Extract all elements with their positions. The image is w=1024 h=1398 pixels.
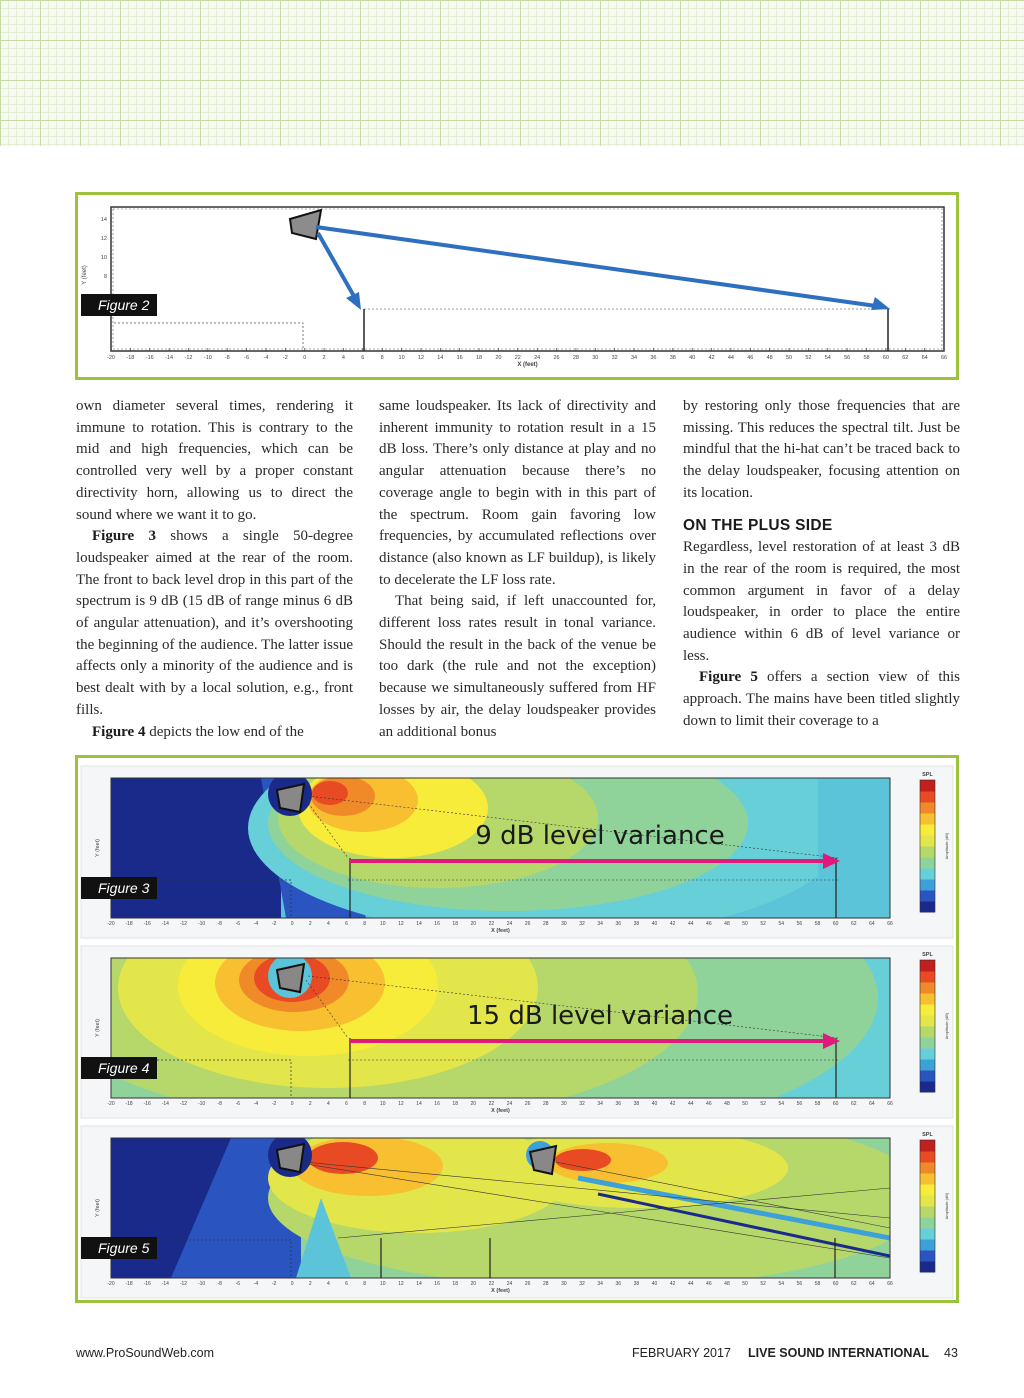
legend-swatch — [920, 780, 935, 792]
legend-swatch — [920, 813, 935, 825]
y-axis-label: Y (feet) — [95, 839, 101, 857]
y-axis-label: Y (feet) — [82, 265, 88, 285]
x-tick-label: 40 — [689, 355, 696, 361]
x-tick-label: 4 — [327, 1281, 330, 1287]
x-tick-label: -14 — [165, 355, 174, 361]
x-tick-label: 48 — [766, 355, 773, 361]
column-2-paragraph-2: That being said, if left unaccounted for, different loss rates result in tonal variance. Should the result in the back of the venue be too dark (the rule and not the exception) because we simultaneously suffered from HF losses by air, the delay loudspeaker provides an additional bonus — [379, 593, 656, 740]
x-tick-label: 44 — [687, 1281, 694, 1287]
x-tick-label: 16 — [434, 1101, 440, 1107]
y-axis-label: Y (feet) — [95, 1019, 101, 1037]
text-column-1 — [76, 396, 353, 743]
legend-swatch — [920, 1070, 935, 1082]
x-tick-label: 24 — [506, 1281, 513, 1287]
legend-swatch — [920, 1004, 935, 1016]
figure-3-label: Figure 3 — [81, 877, 157, 899]
figures-3-4-5-panel — [75, 755, 959, 1303]
x-tick-label: 12 — [398, 1281, 404, 1287]
legend-swatch — [920, 1184, 935, 1196]
x-tick-label: 36 — [615, 1281, 622, 1287]
speaker-icon — [277, 1144, 304, 1172]
x-tick-label: 50 — [785, 355, 793, 361]
x-tick-label: 20 — [470, 921, 477, 927]
x-tick-label: -6 — [235, 921, 241, 927]
legend-swatch — [920, 1140, 935, 1152]
column-1-paragraph-3 — [76, 722, 353, 744]
legend-swatch — [920, 1206, 935, 1218]
x-tick-label: 22 — [488, 1281, 495, 1287]
band-7 — [312, 781, 348, 805]
text-column-3 — [683, 396, 960, 733]
x-tick-label: 60 — [882, 355, 889, 361]
column-3-paragraph-1: by restoring only those frequencies that are missing. This reduces the spectral tilt. Just be mindful that the hi-hat can’t be traced back to the delay loudspeaker, focusing attention on its location. — [683, 398, 960, 501]
x-tick-label: -12 — [179, 1281, 188, 1287]
x-tick-label: 64 — [869, 1281, 875, 1287]
x-tick-label: 8 — [363, 921, 367, 927]
delay-speaker-icon — [530, 1146, 556, 1174]
x-tick-label: 24 — [506, 1101, 513, 1107]
column-1-paragraph-2-text: shows a single 50-degree loudspeaker aimed at the rear of the room. The front to back level drop in this part of the spectrum is 9 dB (15 dB of range minus 6 dB of angular attenuation), and it’s overshooting the beginning of the audience. The latter issue affects only a minority of the audience and is best dealt with by a local solution, e.g., front fills. — [76, 528, 353, 718]
x-tick-label: 6 — [345, 1101, 348, 1107]
footer-date: FEBRUARY 2017 — [632, 1346, 731, 1360]
x-tick-label: 38 — [633, 921, 640, 927]
x-tick-label: 40 — [651, 1281, 658, 1287]
legend-swatch — [920, 1048, 935, 1060]
x-tick-label: 38 — [669, 355, 676, 361]
x-axis-label: X (feet) — [491, 1108, 510, 1114]
x-tick-label: 66 — [887, 921, 893, 927]
legend-swatch — [920, 868, 935, 880]
x-tick-label: 0 — [290, 1281, 294, 1287]
legend-swatch — [920, 1151, 935, 1163]
x-tick-label: -8 — [217, 1281, 222, 1287]
x-tick-label: -6 — [235, 1281, 241, 1287]
x-tick-label: -18 — [125, 921, 133, 927]
x-tick-label: 56 — [796, 1281, 803, 1287]
x-tick-label: 30 — [561, 1281, 567, 1287]
x-tick-label: 58 — [814, 1281, 821, 1287]
x-tick-label: 64 — [869, 1101, 875, 1107]
x-tick-label: 40 — [651, 1101, 658, 1107]
heatmap-figures — [78, 758, 956, 1300]
x-tick-label: -12 — [179, 1101, 188, 1107]
x-tick-label: 30 — [561, 921, 567, 927]
y-axis-label: Y (feet) — [95, 1199, 101, 1217]
x-tick-label: 48 — [724, 1281, 730, 1287]
x-tick-label: 40 — [651, 921, 658, 927]
x-tick-label: 26 — [553, 355, 560, 361]
legend-swatch — [920, 824, 935, 836]
footer-magazine — [748, 1346, 929, 1360]
x-tick-label: 44 — [727, 355, 734, 361]
x-tick-label: 48 — [724, 921, 730, 927]
x-tick-label: 8 — [363, 1281, 367, 1287]
x-tick-label: 28 — [543, 921, 549, 927]
x-tick-label: 10 — [379, 1101, 386, 1107]
legend-swatch — [920, 879, 935, 891]
x-tick-label: 62 — [850, 921, 857, 927]
x-tick-label: -10 — [197, 921, 206, 927]
x-tick-label: 20 — [470, 1101, 477, 1107]
x-tick-label: -10 — [197, 1101, 206, 1107]
x-tick-label: 60 — [832, 1101, 839, 1107]
x-tick-label: -8 — [217, 921, 222, 927]
x-tick-label: 6 — [345, 1281, 348, 1287]
x-tick-label: -2 — [271, 1101, 277, 1107]
x-tick-label: 32 — [611, 355, 618, 361]
x-tick-label: 24 — [534, 355, 541, 361]
x-tick-label: 42 — [669, 1281, 676, 1287]
legend-swatch — [920, 1059, 935, 1071]
legend-swatch — [920, 1173, 935, 1185]
x-tick-label: 32 — [579, 1101, 585, 1107]
x-tick-label: 30 — [561, 1101, 567, 1107]
x-tick-label: -4 — [253, 1281, 259, 1287]
figure-4-label: Figure 4 — [81, 1057, 157, 1079]
x-tick-label: 28 — [543, 1281, 549, 1287]
x-tick-label: 10 — [398, 355, 405, 361]
x-tick-label: 4 — [341, 355, 345, 361]
x-tick-label: 34 — [630, 355, 638, 361]
legend-swatch — [920, 890, 935, 902]
x-tick-label: 38 — [633, 1281, 640, 1287]
legend-title: SPL — [922, 1132, 933, 1138]
x-tick-label: 62 — [902, 355, 909, 361]
x-tick-label: 26 — [524, 921, 531, 927]
x-tick-label: 62 — [850, 1101, 857, 1107]
x-tick-label: 18 — [452, 921, 458, 927]
x-tick-label: 58 — [863, 355, 870, 361]
figure-5-reference: Figure 5 — [699, 669, 758, 686]
legend-swatch — [920, 835, 935, 847]
y-tick-label: 14 — [100, 217, 107, 223]
x-tick-label: -20 — [107, 1101, 115, 1107]
x-tick-label: -8 — [224, 355, 230, 361]
legend-swatch — [920, 857, 935, 869]
y-tick-label: 8 — [103, 274, 107, 280]
x-tick-label: 26 — [524, 1101, 531, 1107]
x-tick-label: 28 — [572, 355, 579, 361]
figure-2-frame — [111, 207, 944, 351]
x-tick-label: 44 — [687, 1101, 694, 1107]
legend-swatch — [920, 982, 935, 994]
x-tick-label: 12 — [417, 355, 425, 361]
x-tick-label: 46 — [706, 1101, 712, 1107]
x-tick-label: 58 — [814, 921, 821, 927]
column-1-paragraph-1: own diameter several times, rendering it immune to rotation. This is contrary to the mid and high frequencies, which can be controlled very well by a proper constant directivity horn, allowing us to direct the sound where we want it to go. — [76, 398, 353, 523]
x-tick-label: 2 — [308, 1281, 312, 1287]
footer-website: www.ProSoundWeb.com — [76, 1346, 215, 1360]
x-tick-label: -12 — [184, 355, 193, 361]
x-tick-label: 34 — [597, 1281, 603, 1287]
x-tick-label: 14 — [416, 1101, 422, 1107]
legend-swatch — [920, 1026, 935, 1038]
x-tick-label: 66 — [940, 355, 948, 361]
legend-swatch — [920, 1195, 935, 1207]
figure-2-label: Figure 2 — [81, 294, 157, 316]
x-tick-label: -16 — [145, 355, 154, 361]
x-tick-label: -2 — [271, 1281, 277, 1287]
x-tick-label: -10 — [197, 1281, 206, 1287]
x-tick-label: -6 — [235, 1101, 241, 1107]
speaker-icon — [277, 964, 304, 992]
x-tick-label: 38 — [633, 1101, 640, 1107]
x-tick-label: 44 — [687, 921, 694, 927]
x-tick-label: 32 — [579, 1281, 585, 1287]
x-tick-label: 46 — [706, 1281, 712, 1287]
x-tick-label: -6 — [244, 355, 250, 361]
legend-swatch — [920, 802, 935, 814]
x-tick-label: -18 — [126, 355, 135, 361]
x-tick-label: 32 — [579, 921, 585, 927]
x-tick-label: 54 — [778, 1101, 785, 1107]
speaker-icon — [277, 784, 304, 812]
footer-page-number: 43 — [944, 1346, 958, 1360]
x-tick-label: 56 — [796, 1101, 803, 1107]
x-tick-label: 0 — [290, 1101, 294, 1107]
x-tick-label: 10 — [379, 1281, 386, 1287]
x-tick-label: 2 — [308, 1101, 312, 1107]
x-tick-label: 16 — [434, 921, 440, 927]
legend-title: SPL — [922, 952, 933, 958]
heatmap-panel-5 — [81, 1108, 953, 1298]
x-tick-label: 8 — [380, 355, 384, 361]
x-tick-label: 50 — [742, 1281, 748, 1287]
legend-swatch — [920, 1228, 935, 1240]
x-tick-label: 24 — [506, 921, 513, 927]
x-tick-label: 20 — [495, 355, 502, 361]
x-tick-label: 0 — [290, 921, 294, 927]
x-tick-label: 20 — [470, 1281, 477, 1287]
x-tick-label: 16 — [434, 1281, 440, 1287]
x-tick-label: 54 — [824, 355, 831, 361]
x-tick-label: 6 — [361, 355, 365, 361]
x-tick-label: 42 — [708, 355, 715, 361]
x-tick-label: 18 — [452, 1101, 458, 1107]
x-tick-label: 12 — [398, 921, 404, 927]
x-tick-label: 58 — [814, 1101, 821, 1107]
x-tick-label: 36 — [615, 921, 622, 927]
x-tick-label: 64 — [869, 921, 875, 927]
x-tick-label: -18 — [125, 1101, 133, 1107]
x-tick-label: 4 — [327, 921, 330, 927]
x-tick-label: 14 — [416, 1281, 422, 1287]
column-2-paragraph-1: same loudspeaker. Its lack of directivity and inherent immunity to rotation result in a 15 dB loss. There’s only distance at play and no angular attenuation because there’s no coverage angle to begin with in this part of the spectrum. Room gain favoring low frequencies, by accumulated reflections over distance (also known as LF buildup), is likely to decelerate the LF loss rate. — [379, 398, 656, 588]
x-tick-label: 16 — [456, 355, 463, 361]
x-tick-label: 22 — [514, 355, 521, 361]
x-tick-label: 28 — [543, 1101, 549, 1107]
x-tick-label: -14 — [161, 1101, 169, 1107]
x-tick-label: -4 — [253, 921, 259, 927]
legend-swatch — [920, 960, 935, 972]
x-tick-label: -18 — [125, 1281, 133, 1287]
x-tick-label: 34 — [597, 1101, 603, 1107]
x-tick-label: 50 — [742, 921, 748, 927]
legend-title: SPL — [922, 772, 933, 778]
x-tick-label: 30 — [592, 355, 599, 361]
legend-axis-label: Amplitude (dB) — [944, 832, 949, 860]
legend-axis-label: Amplitude (dB) — [944, 1192, 949, 1220]
x-tick-label: 42 — [669, 1101, 676, 1107]
x-tick-label: 36 — [650, 355, 657, 361]
x-tick-label: -12 — [179, 921, 188, 927]
x-tick-label: 52 — [805, 355, 812, 361]
x-tick-label: -20 — [107, 355, 115, 361]
grid-header-background — [0, 0, 1024, 146]
x-axis-label: X (feet) — [517, 362, 538, 368]
legend-swatch — [920, 1162, 935, 1174]
x-tick-label: -20 — [107, 1281, 115, 1287]
x-tick-label: 60 — [832, 1281, 839, 1287]
x-tick-label: 22 — [488, 921, 495, 927]
legend-swatch — [920, 1037, 935, 1049]
x-tick-label: 52 — [760, 921, 766, 927]
column-3-paragraph-3 — [683, 667, 960, 732]
figure-3-reference: Figure 3 — [92, 528, 156, 545]
x-tick-label: 10 — [379, 921, 386, 927]
x-tick-label: 54 — [778, 1281, 785, 1287]
x-tick-label: 52 — [760, 1101, 766, 1107]
x-tick-label: 56 — [796, 921, 803, 927]
figure-2-plot — [78, 195, 956, 377]
heatmap-panel-3 — [81, 758, 953, 938]
x-tick-label: 48 — [724, 1101, 730, 1107]
rear-edge — [818, 778, 898, 918]
x-tick-label: -16 — [143, 1101, 151, 1107]
legend-swatch — [920, 846, 935, 858]
x-tick-label: 50 — [742, 1101, 748, 1107]
column-1-paragraph-3-text: depicts the low end of the — [145, 723, 304, 740]
x-tick-label: -2 — [282, 355, 288, 361]
figure-5-label: Figure 5 — [81, 1237, 157, 1259]
legend-swatch — [920, 1081, 935, 1093]
x-tick-label: 22 — [488, 1101, 495, 1107]
x-tick-label: -10 — [203, 355, 212, 361]
y-tick-label: 12 — [100, 236, 107, 242]
text-column-2 — [379, 396, 656, 743]
x-tick-label: 54 — [778, 921, 785, 927]
legend-swatch — [920, 1261, 935, 1273]
x-tick-label: 46 — [706, 921, 712, 927]
x-tick-label: 66 — [887, 1281, 893, 1287]
x-tick-label: 52 — [760, 1281, 766, 1287]
legend-swatch — [920, 971, 935, 983]
x-tick-label: 6 — [345, 921, 348, 927]
figure-2-panel — [75, 192, 959, 380]
x-tick-label: -16 — [143, 1281, 151, 1287]
figure-4-annotation: 15 dB level variance — [467, 1001, 733, 1031]
legend-swatch — [920, 1250, 935, 1262]
column-3-paragraph-2: Regardless, level restoration of at least 3 dB in the rear of the room is required, the most common argument in favor of a delay loudspeaker, in order to place the entire audience within 6 dB of level variance or less. — [683, 539, 960, 664]
x-tick-label: 12 — [398, 1101, 404, 1107]
band-4 — [308, 1142, 378, 1174]
x-tick-label: 56 — [844, 355, 851, 361]
x-tick-label: 14 — [437, 355, 444, 361]
x-tick-label: -14 — [161, 1281, 169, 1287]
x-tick-label: 0 — [303, 355, 307, 361]
x-tick-label: 42 — [669, 921, 676, 927]
legend-swatch — [920, 1217, 935, 1229]
legend-swatch — [920, 791, 935, 803]
x-axis-label: X (feet) — [491, 1288, 510, 1294]
x-tick-label: 60 — [832, 921, 839, 927]
section-heading: ON THE PLUS SIDE — [683, 516, 833, 534]
x-tick-label: -8 — [217, 1101, 222, 1107]
x-tick-label: 4 — [327, 1101, 330, 1107]
x-tick-label: -4 — [253, 1101, 259, 1107]
figure-3-annotation: 9 dB level variance — [475, 821, 725, 851]
x-tick-label: 14 — [416, 921, 422, 927]
delay-band-3 — [555, 1149, 611, 1171]
footer-magazine-name: LIVE SOUND INTERNATIONAL — [748, 1346, 930, 1360]
x-axis-label: X (feet) — [491, 928, 510, 934]
x-tick-label: 26 — [524, 1281, 531, 1287]
x-tick-label: 36 — [615, 1101, 622, 1107]
x-tick-label: 64 — [921, 355, 928, 361]
x-tick-label: 2 — [308, 921, 312, 927]
legend-swatch — [920, 1015, 935, 1027]
x-tick-label: 62 — [850, 1281, 857, 1287]
legend-axis-label: Amplitude (dB) — [944, 1012, 949, 1040]
x-tick-label: 18 — [452, 1281, 458, 1287]
x-tick-label: 34 — [597, 921, 603, 927]
x-tick-label: 18 — [476, 355, 483, 361]
x-tick-label: 2 — [322, 355, 326, 361]
figure-4-reference: Figure 4 — [92, 723, 146, 740]
x-tick-label: 8 — [363, 1101, 367, 1107]
column-3-paragraph-3-text: offers a section view of this approach. The mains have been titled slightly down to limit their coverage to a — [683, 669, 960, 729]
x-tick-label: -14 — [161, 921, 169, 927]
legend-swatch — [920, 1239, 935, 1251]
legend-swatch — [920, 993, 935, 1005]
x-tick-label: 66 — [887, 1101, 893, 1107]
x-tick-label: -2 — [271, 921, 277, 927]
x-tick-label: 46 — [747, 355, 754, 361]
y-tick-label: 10 — [100, 255, 107, 261]
x-tick-label: -20 — [107, 921, 115, 927]
column-1-paragraph-2 — [76, 526, 353, 721]
x-tick-label: -16 — [143, 921, 151, 927]
legend-swatch — [920, 901, 935, 913]
x-tick-label: -4 — [263, 355, 269, 361]
